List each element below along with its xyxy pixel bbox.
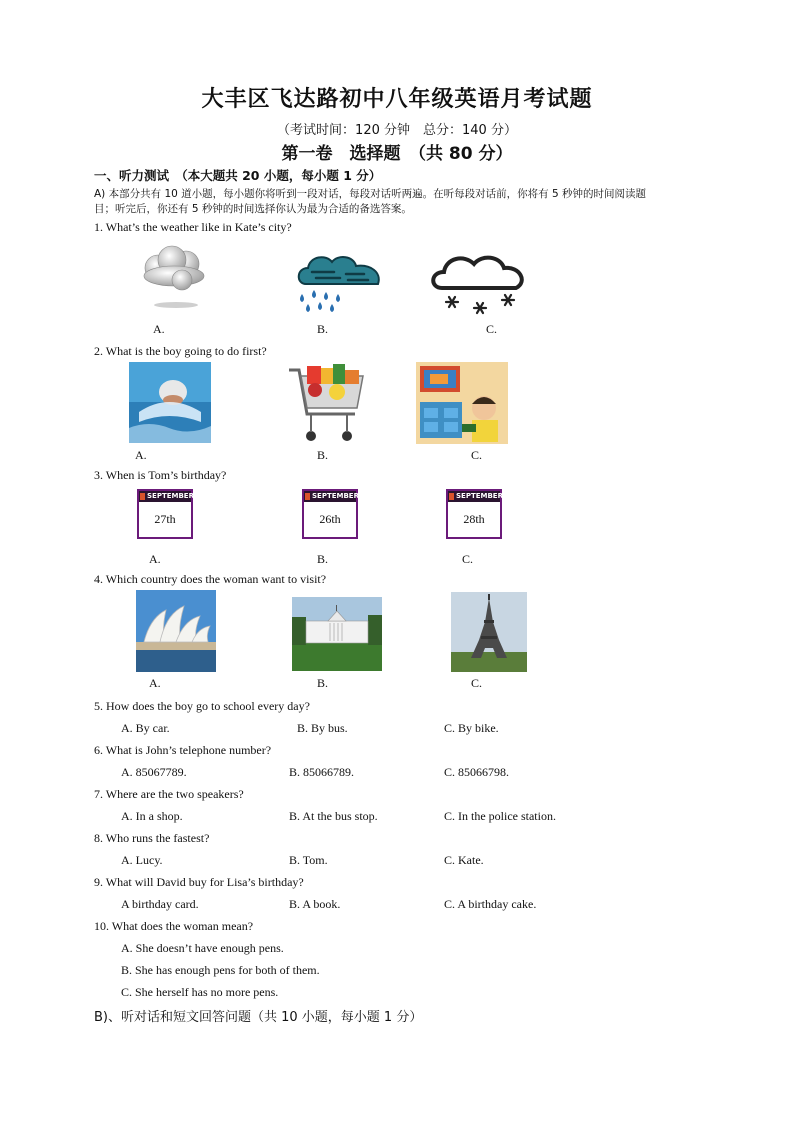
exam-title: 大丰区飞达路初中八年级英语月考试题 [201,87,593,112]
q8-option-a: A. Lucy. [121,853,163,867]
q5-option-c: C. By bike. [444,721,499,735]
q8-option-c: C. Kate. [444,853,484,867]
sydney-opera-house-image [136,590,216,672]
calendar-b [302,489,358,539]
question-1: 1. What’s the weather like in Kate’s city? [94,220,292,234]
q6-option-c: C. 85066798. [444,765,510,779]
snow-cloud-icon [428,252,528,316]
shopping-cart-image [285,362,369,444]
instruction-line: 目；听完后，你还有 5 秒钟的时间选择你认为最为合适的备选答案。 [94,203,412,215]
calendar-day: 28th [463,512,485,526]
question-2: 2. What is the boy going to do first? [94,344,267,358]
question-4: 4. Which country does the woman want to visit? [94,572,327,586]
q9-option-b: B. A book. [289,897,341,911]
section-instruction [94,187,722,217]
section-heading-b: B)、听对话和短文回答问题（共 10 小题，每小题 1 分） [94,1010,423,1025]
q9-option-c: C. A birthday cake. [444,897,537,911]
q3-option-b: B. [317,552,329,566]
q3-option-a: A. [149,552,161,566]
q6-option-a: A. 85067789. [121,765,187,779]
part-title: 第一卷 选择题 （共 80 分） [281,144,513,164]
eiffel-tower-image [451,592,527,672]
question-9: 9. What will David buy for Lisa’s birthday? [94,875,304,889]
instruction-line: A) 本部分共有 10 道小题，每小题你将听到一段对话，每段对话听两遍。在听每段对话前，你将有 5 秒钟的时间阅读题 [94,188,647,200]
question-3: 3. When is Tom’s birthday? [94,468,227,482]
calendar-a [137,489,193,539]
q9-option-a: A birthday card. [121,897,199,911]
q2-option-a: A. [135,448,147,462]
calendar-month: SEPTEMBER [448,491,500,502]
section-heading-listening: 一、听力测试 （本大题共 20 小题，每小题 1 分） [94,168,382,183]
q5-option-b: B. By bus. [297,721,348,735]
boy-watching-tv-image [416,362,508,444]
q10-option-b: B. She has enough pens for both of them. [121,963,320,977]
q7-option-c: C. In the police station. [444,809,556,823]
q10-option-c: C. She herself has no more pens. [121,985,279,999]
q4-option-a: A. [149,676,161,690]
calendar-month: SEPTEMBER [139,491,191,502]
rain-cloud-icon [292,250,382,314]
white-house-image [292,597,382,671]
cloudy-icon [136,242,212,310]
question-7: 7. Where are the two speakers? [94,787,244,801]
q4-option-b: B. [317,676,329,690]
question-8: 8. Who runs the fastest? [94,831,210,845]
question-10: 10. What does the woman mean? [94,919,254,933]
question-6: 6. What is John’s telephone number? [94,743,272,757]
calendar-month: SEPTEMBER [304,491,356,502]
q7-option-b: B. At the bus stop. [289,809,378,823]
calendar-day: 27th [154,512,176,526]
q7-option-a: A. In a shop. [121,809,183,823]
calendar-c [446,489,502,539]
q1-option-a: A. [153,322,165,336]
swimmer-image [129,362,211,443]
q3-option-c: C. [462,552,474,566]
q2-option-b: B. [317,448,329,462]
q10-option-a: A. She doesn’t have enough pens. [121,941,284,955]
q2-option-c: C. [471,448,483,462]
q4-option-c: C. [471,676,483,690]
q6-option-b: B. 85066789. [289,765,355,779]
exam-subtitle: （考试时间：120 分钟 总分：140 分） [277,123,517,138]
q8-option-b: B. Tom. [289,853,328,867]
calendar-day: 26th [319,512,341,526]
q5-option-a: A. By car. [121,721,170,735]
q1-option-b: B. [317,322,329,336]
question-5: 5. How does the boy go to school every day? [94,699,310,713]
q1-option-c: C. [486,322,498,336]
